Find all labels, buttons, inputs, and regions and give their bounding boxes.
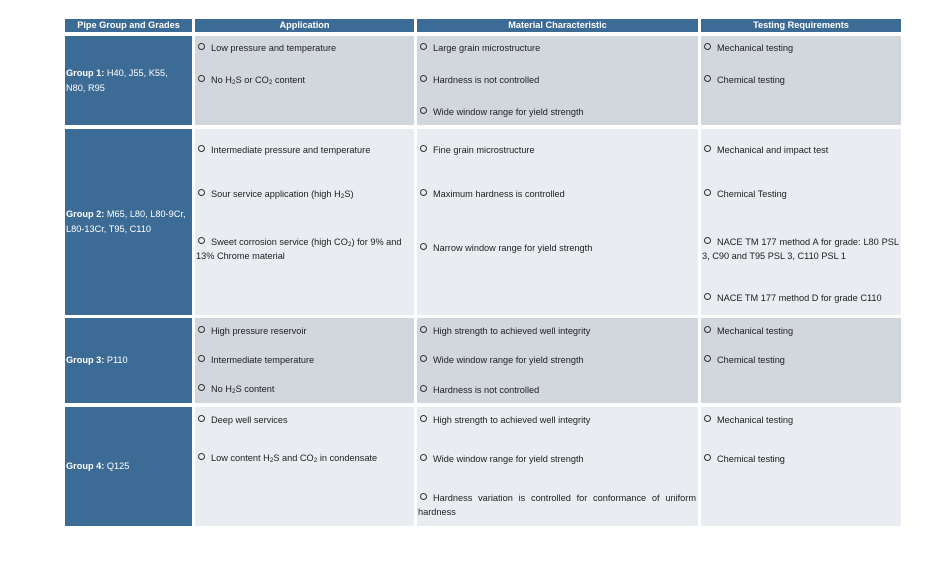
list-item: Low pressure and temperature — [196, 41, 412, 55]
bullet-icon — [420, 326, 427, 333]
bullet-icon — [198, 43, 205, 50]
bullet-icon — [420, 189, 427, 196]
group-1-testing-cell — [701, 36, 901, 125]
bullet-icon — [420, 243, 427, 250]
bullet-icon — [704, 75, 711, 82]
list-item: Mechanical testing — [702, 324, 899, 338]
list-item: Wide window range for yield strength — [418, 353, 696, 367]
list-item: High pressure reservoir — [196, 324, 412, 338]
list-item: Intermediate temperature — [196, 353, 412, 367]
bullet-icon — [704, 355, 711, 362]
header-application: Application — [195, 19, 414, 32]
bullet-icon — [198, 384, 205, 391]
bullet-icon — [420, 355, 427, 362]
bullet-icon — [420, 415, 427, 422]
list-item: No $H_2S$ or $CO_2$ content — [196, 73, 412, 87]
group-1-grades: H40, J55, K55, N80, R95 — [66, 67, 168, 93]
list-item: Low content $H_2S$ and $CO_2$ in condensate — [196, 451, 412, 465]
list-item: Chemical testing — [702, 452, 899, 466]
bullet-icon — [704, 189, 711, 196]
list-item: Large grain microstructure — [418, 41, 696, 55]
group-2-testing-cell — [701, 129, 901, 315]
bullet-icon — [420, 385, 427, 392]
group-3-cell — [65, 318, 192, 403]
group-1-label: Group 1: — [66, 67, 105, 78]
group-4-grades: Q125 — [106, 461, 130, 471]
list-item: Mechanical and impact test — [702, 143, 899, 157]
list-item: Deep well services — [196, 413, 412, 427]
list-item: Wide window range for yield strength — [418, 452, 696, 466]
list-item: Hardness variation is controlled for conformance of uniform hardness — [418, 493, 696, 517]
bullet-icon — [704, 145, 711, 152]
bullet-icon — [198, 189, 205, 196]
group-4-testing-cell — [701, 407, 901, 526]
header-material-characteristic: Material Characteristic — [417, 19, 698, 32]
group-2-grades: M65, L80, L80-9Cr, L80-13Cr, T95, C110 — [66, 209, 186, 234]
bullet-icon — [420, 107, 427, 114]
list-item: Narrow window range for yield strength — [418, 241, 696, 255]
list-item: Chemical Testing — [702, 187, 899, 201]
header-pipe-group: Pipe Group and Grades — [65, 19, 192, 32]
list-item: Chemical testing — [702, 353, 899, 367]
group-2-application-cell — [195, 129, 414, 315]
bullet-icon — [704, 293, 711, 300]
group-3-application-cell — [195, 318, 414, 403]
pipe-grades-table — [65, 19, 901, 527]
group-3-label: Group 3: — [66, 355, 105, 365]
group-4-material-cell — [417, 407, 698, 526]
list-item: No $H_2S$ content — [196, 382, 412, 396]
list-item: Maximum hardness is controlled — [418, 187, 696, 201]
bullet-icon — [704, 415, 711, 422]
bullet-icon — [198, 237, 205, 244]
list-item: Mechanical testing — [702, 413, 899, 427]
group-1-application-cell — [195, 36, 414, 125]
list-item: Intermediate pressure and temperature — [196, 143, 412, 157]
bullet-icon — [198, 145, 205, 152]
group-3-testing-cell — [701, 318, 901, 403]
group-3-grades: P110 — [106, 355, 128, 365]
group-1-cell — [65, 36, 192, 125]
list-item: Wide window range for yield strength — [418, 105, 696, 119]
header-testing-requirements: Testing Requirements — [701, 19, 901, 32]
list-item: NACE TM 177 method A for grade: L80 PSL 3, C90 and T95 PSL 3, C110 PSL 1 — [702, 237, 899, 261]
bullet-icon — [198, 75, 205, 82]
bullet-icon — [704, 237, 711, 244]
list-item: High strength to achieved well integrity — [418, 413, 696, 427]
group-4-label: Group 4: — [66, 461, 105, 471]
bullet-icon — [704, 43, 711, 50]
list-item: Mechanical testing — [702, 41, 899, 55]
group-1-material-cell — [417, 36, 698, 125]
group-2-material-cell — [417, 129, 698, 315]
list-item: Hardness is not controlled — [418, 73, 696, 87]
bullet-icon — [704, 454, 711, 461]
bullet-icon — [420, 43, 427, 50]
bullet-icon — [198, 355, 205, 362]
list-item: Fine grain microstructure — [418, 143, 696, 157]
group-4-cell — [65, 407, 192, 526]
bullet-icon — [420, 145, 427, 152]
bullet-icon — [420, 75, 427, 82]
list-item: NACE TM 177 method D for grade C110 — [702, 291, 899, 305]
bullet-icon — [198, 326, 205, 333]
list-item: Sour service application (high $H_2S$) — [196, 187, 412, 201]
group-4-application-cell — [195, 407, 414, 526]
list-item: Hardness is not controlled — [418, 383, 696, 397]
group-2-label: Group 2: — [66, 209, 105, 219]
list-item: Chemical testing — [702, 73, 899, 87]
bullet-icon — [420, 454, 427, 461]
list-item: High strength to achieved well integrity — [418, 324, 696, 338]
group-2-cell — [65, 129, 192, 315]
group-3-material-cell — [417, 318, 698, 403]
bullet-icon — [198, 453, 205, 460]
bullet-icon — [420, 493, 427, 500]
bullet-icon — [704, 326, 711, 333]
bullet-icon — [198, 415, 205, 422]
list-item: Sweet corrosion service (high $CO_2$) for 9% and 13% Chrome material — [196, 237, 402, 261]
